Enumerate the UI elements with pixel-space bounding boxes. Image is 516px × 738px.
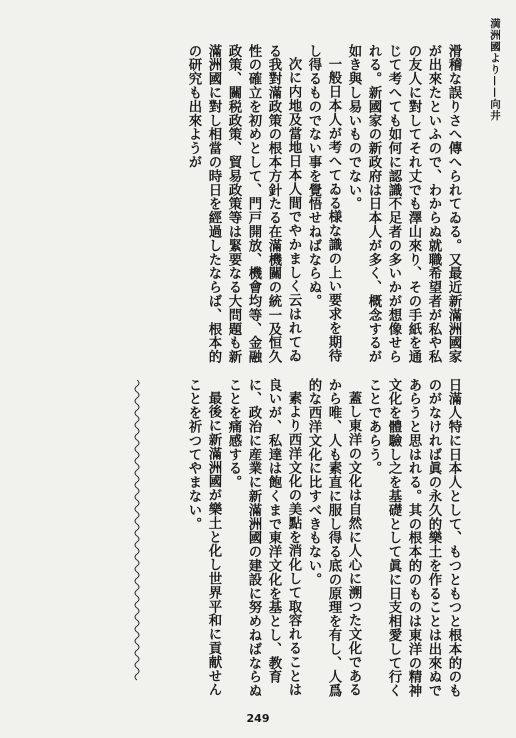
text-block-bottom	[164, 378, 464, 698]
text-block-top	[186, 44, 464, 364]
paragraph: 一般日本人が考へてゐる様な識の上い要求を期待し得るものでない事を覺悟せねばならぬ。	[306, 44, 342, 364]
paragraph: 次に内地及當地日本人間でやかましく云はれてゐる我對滿政策の根本方針たる在滿機關の統一及恒久性の確立を初めとして、門戸開放、機會均等、金融政策、關税政策、貿易政策等は緊要なる大問題も新滿洲國に對し相當の時日を經過したならば、根本的の研究も出來ようが	[186, 44, 302, 364]
paragraph: 最後に新滿洲國が樂土と化し世界平和に貢献せんことを祈つてやまない。	[186, 378, 222, 698]
paragraph: 蓋し東洋の文化は自然に人心に溯つた文化であるから唯、人も素直に服し得る底の原理を有し、人爲的な西洋文化に比すべきもない。	[306, 378, 362, 698]
section-divider-wavy-line	[132, 380, 142, 680]
paragraph: 素より西洋文化の美點を消化して取容れることは良いが、私達は飽くまで東洋文化を基とし、教育に、政治に産業に新滿洲國の建設に努めねばならぬことを痛感する。	[226, 378, 302, 698]
paragraph: 日滿人特に日本人として、もつともつと根本的のものがなければ眞の永久的樂土を作ることは出來ぬであらうと思はれる。其の根本的のものは東洋の精神文化を體驗し之を基礎として眞に日支相愛して行くことであらう。	[366, 378, 462, 698]
running-header: 満洲國より——向井	[489, 18, 501, 122]
page-number: 249	[246, 712, 270, 725]
paragraph: 滑稽な誤りさへ傳へられてゐる。又最近新滿洲國家が出來たといふので、わからぬ就職希望者が私や私の友人に對してそれ丈でも澤山來り、その手紙を通じて考へても如何に認識不足者の多いかが想像せられる。新國家の新政府は日本人が多く、概念するが如き與し易いものでない。	[346, 44, 462, 364]
